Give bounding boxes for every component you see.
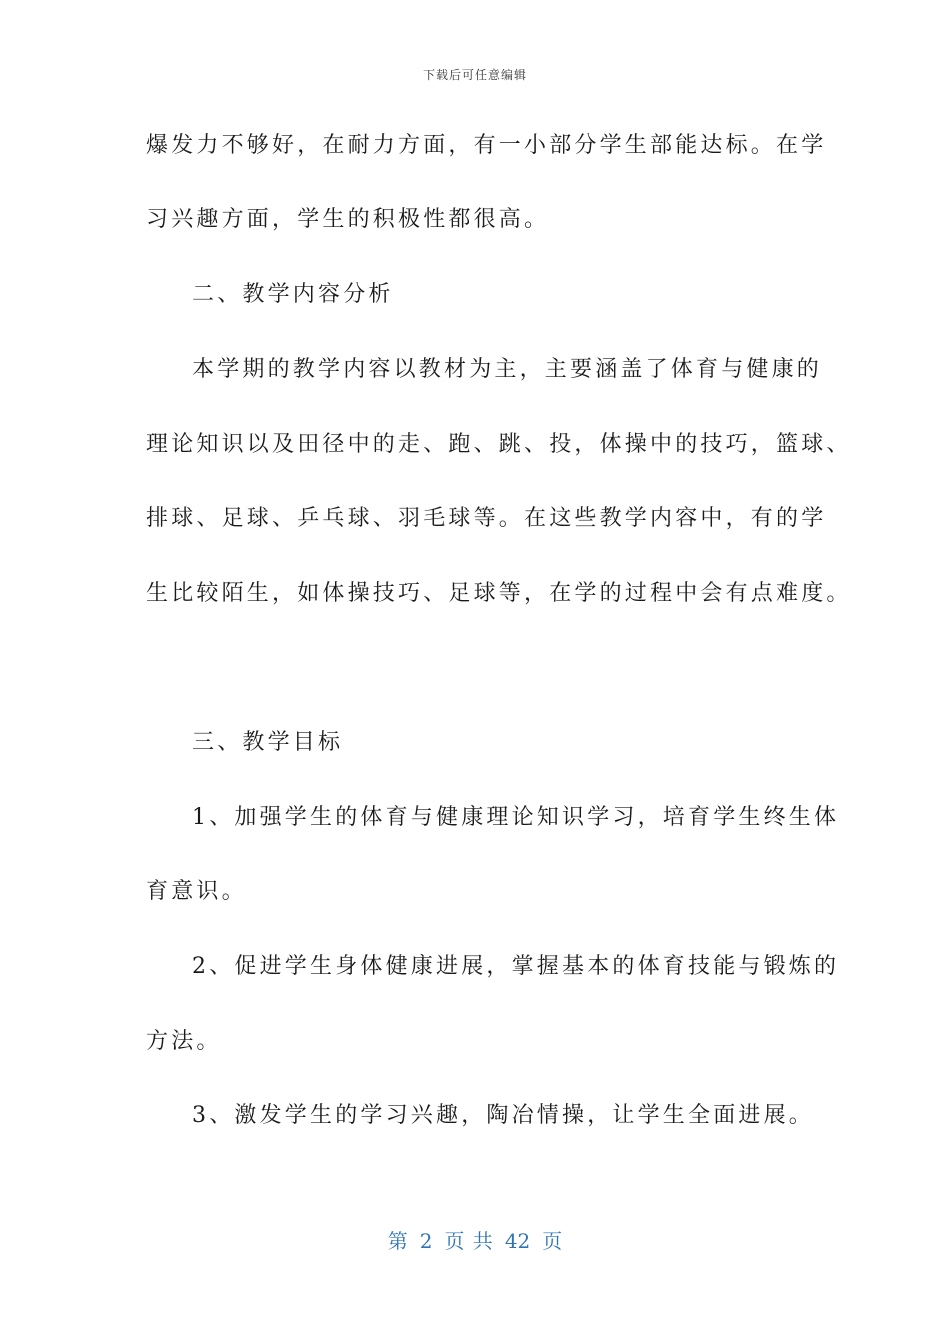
body-line: 育意识。 <box>146 879 247 904</box>
body-line: 习兴趣方面，学生的积极性都很高。 <box>146 207 550 232</box>
footer-prefix: 第 <box>387 1229 408 1253</box>
body-line: 排球、足球、乒乓球、羽毛球等。在这些教学内容中，有的学 <box>146 506 827 531</box>
list-item: 3、激发学生的学习兴趣，陶冶情操，让学生全面进展。 <box>192 1103 814 1128</box>
body-line: 本学期的教学内容以教材为主，主要涵盖了体育与健康的 <box>192 357 823 382</box>
body-line: 爆发力不够好，在耐力方面，有一小部分学生部能达标。在学 <box>146 133 827 158</box>
footer-suffix: 页 <box>542 1229 563 1253</box>
body-line: 理论知识以及田径中的走、跑、跳、投，体操中的技巧，篮球、 <box>146 432 852 457</box>
body-line: 方法。 <box>146 1029 222 1054</box>
footer-middle: 页 共 <box>444 1229 493 1253</box>
section-heading: 二、教学内容分析 <box>192 282 394 307</box>
page-header: 下载后可任意编辑 <box>422 68 527 82</box>
section-heading: 三、教学目标 <box>192 730 344 755</box>
footer-page-number: 2 <box>419 1229 433 1253</box>
page-footer <box>0 1225 950 1254</box>
footer-total-pages: 42 <box>504 1229 531 1253</box>
body-line: 生比较陌生，如体操技巧、足球等，在学的过程中会有点难度。 <box>146 581 852 606</box>
list-item: 2、促进学生身体健康进展，掌握基本的体育技能与锻炼的 <box>192 954 840 979</box>
list-item: 1、加强学生的体育与健康理论知识学习，培育学生终生体 <box>192 805 840 830</box>
